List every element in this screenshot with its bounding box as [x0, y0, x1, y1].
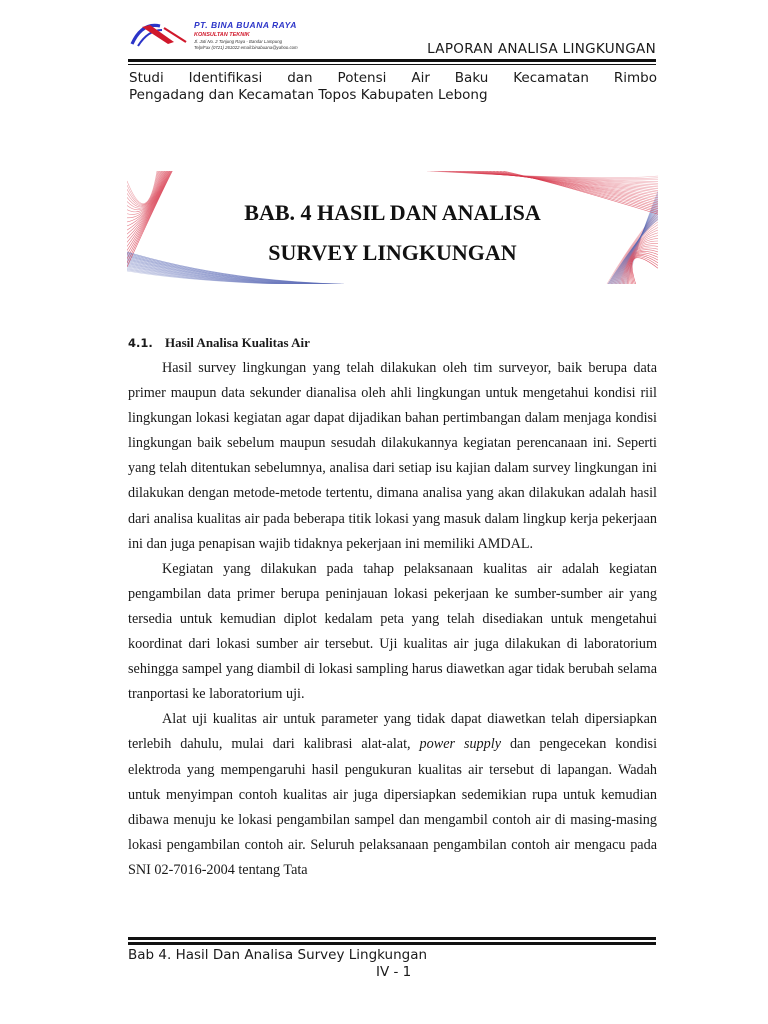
- study-title: [129, 70, 657, 104]
- header-rule: [128, 59, 656, 62]
- section-heading: [128, 335, 310, 351]
- footer-chapter: Bab 4. Hasil Dan Analisa Survey Lingkungan: [128, 947, 428, 963]
- footer-rule-lower: [128, 942, 656, 945]
- page-number: IV - 1: [376, 964, 412, 980]
- chapter-title-line2: SURVEY LINGKUNGAN: [268, 240, 517, 265]
- company-contact: Telp/Fax (0721) 261022 email:binabuana@yahoo.com: [194, 45, 298, 50]
- chapter-title-line1: BAB. 4 HASIL DAN ANALISA: [244, 200, 541, 225]
- company-address: Jl. Jati No. 2 Tanjung Raya - Bandar Lampung: [194, 39, 282, 44]
- paragraph-1: Hasil survey lingkungan yang telah dilakukan oleh tim surveyor, baik berupa data primer maupun data sekunder dianalisa oleh ahli lingkungan untuk mengetahui kondisi riil lingkungan lokasi kegiatan agar dapat dijadikan bahan pertimbangan dalam menjaga kondisi lingkungan baik sebelum maupun sesudah dilakukannya kegiatan perencanaan ini. Seperti yang telah ditentukan sebelumnya, analisa dari setiap isu kajian dalam survey lingkungan ini dilakukan dengan metode-metode tertentu, dimana analisa yang akan dilakukan adalah hasil dari analisa kualitas air pada beberapa titik lokasi yang masuk dalam lingkup kerja pekerjaan ini dan juga penapisan wajib tidaknya pekerjaan ini memiliki AMDAL.: [128, 360, 657, 552]
- report-title: LAPORAN ANALISA LINGKUNGAN: [427, 41, 656, 57]
- section-heading-text: Hasil Analisa Kualitas Air: [165, 335, 310, 350]
- banner-decoration: [127, 171, 658, 284]
- section-number: 4.1.: [128, 336, 153, 350]
- paragraph-3-italic: power supply: [419, 736, 501, 753]
- paragraph-2: Kegiatan yang dilakukan pada tahap pelaksanaan kualitas air adalah kegiatan pengambilan data primer berupa peninjauan lokasi pekerjaan ke sumber-sumber air yang tersedia untuk kemudian diplot kedalam peta yang telah disediakan untuk mengetahui koordinat dari lokasi sumber air tersebut. Uji kualitas air juga dilakukan di laboratorium sehingga sampel yang diambil di lokasi sampling harus diawetkan agar tidak berubah selama tranportasi ke laboratorium uji.: [128, 560, 657, 703]
- company-subtitle: KONSULTAN TEKNIK: [194, 32, 250, 38]
- company-logo: [128, 18, 190, 54]
- body-text: [128, 356, 657, 883]
- study-title-line2: Pengadang dan Kecamatan Topos Kabupaten Lebong: [129, 87, 488, 103]
- header-rule-thin: [128, 64, 656, 65]
- company-info: [194, 20, 298, 50]
- paragraph-3-part2: dan pengecekan kondisi elektroda yang mempengaruhi hasil pengukuran kualitas air tersebut di lapangan. Wadah untuk menyimpan contoh kualitas air juga dipersiapkan sedemikian rupa untuk kemudian dibawa menuju ke lokasi pengambilan sampel dan mengambil contoh air di masing-masing lokasi pengambilan contoh air. Seluruh pelaksanaan pengambilan contoh air mengacu pada SNI 02-7016-2004 tentang Tata: [128, 736, 658, 878]
- footer-rule: [128, 937, 656, 940]
- paragraph-3: [128, 707, 657, 883]
- study-title-line1: Studi Identifikasi dan Potensi Air Baku Kecamatan Rimbo: [129, 70, 657, 86]
- company-name: PT. BINA BUANA RAYA: [194, 20, 297, 30]
- paragraph-3-part1: Alat uji kualitas air untuk parameter yang tidak dapat diawetkan telah dipersiapkan terlebih dahulu, mulai dari kalibrasi alat-alat,: [128, 711, 657, 753]
- chapter-banner: [127, 171, 658, 284]
